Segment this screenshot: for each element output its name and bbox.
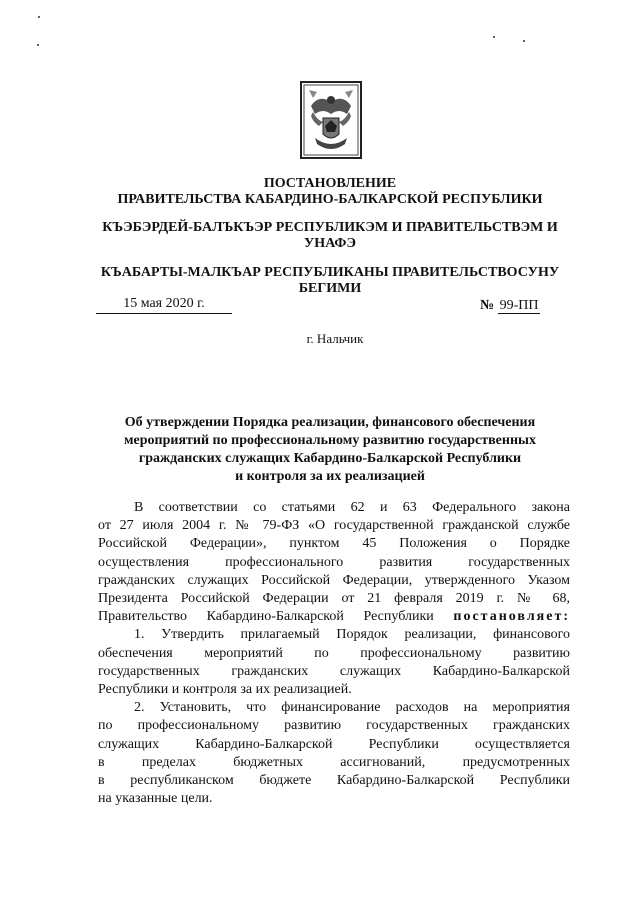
scan-speck bbox=[38, 16, 40, 18]
coat-of-arms-emblem bbox=[299, 80, 363, 160]
document-header-balkar bbox=[60, 265, 600, 297]
body-line: Российской Федерации», пунктом 45 Положения о Порядке bbox=[98, 536, 570, 552]
resolve-keyword: постановляет: bbox=[453, 609, 570, 625]
header-doc-type: ПОСТАНОВЛЕНИЕ bbox=[263, 176, 397, 191]
document-body bbox=[98, 499, 570, 808]
body-line: Республики и контроля за их реализацией. bbox=[98, 682, 352, 698]
header-balkar-line1: КЪАБАРТЫ-МАЛКЪАР РЕСПУБЛИКАНЫ ПРАВИТЕЛЬСТВОСУНУ bbox=[100, 265, 560, 280]
body-line: государственных гражданских служащих Кабардино-Балкарской bbox=[98, 663, 570, 679]
body-line: обеспечения мероприятий по профессиональному развитию bbox=[98, 645, 570, 661]
header-balkar-line2: БЕГИМИ bbox=[298, 281, 362, 296]
document-header bbox=[60, 176, 600, 208]
header-kabardian-line1: КЪЭБЭРДЕЙ-БАЛЪКЪЭР РЕСПУБЛИКЭМ И ПРАВИТЕЛЬСТВЭМ И bbox=[102, 220, 558, 235]
scan-speck bbox=[523, 40, 525, 42]
body-line: В соответствии со статьями 62 и 63 Федерального закона bbox=[134, 500, 570, 515]
title-line: мероприятий по профессиональному развитию государственных bbox=[124, 433, 536, 448]
title-line: Об утверждении Порядка реализации, финансового обеспечения bbox=[124, 415, 536, 430]
body-line: в пределах бюджетных ассигнований, предусмотренных bbox=[98, 754, 570, 770]
body-line: от 27 июля 2004 г. № 79-ФЗ «О государственной гражданской службе bbox=[98, 518, 570, 534]
body-line: по профессиональному развитию государственных гражданских bbox=[98, 718, 570, 734]
scan-speck bbox=[37, 44, 39, 46]
body-line: в республиканском бюджете Кабардино-Балкарской Республики bbox=[98, 773, 570, 789]
resolve-prefix: Правительство Кабардино-Балкарской Республики bbox=[98, 609, 454, 625]
scan-speck bbox=[493, 36, 495, 38]
document-title bbox=[100, 414, 560, 486]
body-line: Президента Российской Федерации от 21 февраля 2019 г. № 68, bbox=[98, 591, 570, 607]
body-line: гражданских служащих Российской Федерации, утвержденного Указом bbox=[98, 572, 570, 588]
body-line-resolve bbox=[98, 608, 570, 626]
body-line: осуществления профессионального развития государственных bbox=[98, 554, 570, 570]
document-header-kabardian bbox=[60, 220, 600, 252]
header-kabardian-line2: УНАФЭ bbox=[304, 236, 356, 251]
number-sign: № bbox=[480, 298, 495, 313]
document-number bbox=[480, 298, 540, 314]
body-line: служащих Кабардино-Балкарской Республики осуществляется bbox=[98, 736, 570, 752]
body-line: 2. Установить, что финансирование расходов на мероприятия bbox=[134, 700, 570, 716]
body-line: 1. Утвердить прилагаемый Порядок реализации, финансового bbox=[134, 627, 570, 643]
header-issuer: ПРАВИТЕЛЬСТВА КАБАРДИНО-БАЛКАРСКОЙ РЕСПУБЛИКИ bbox=[117, 192, 543, 207]
body-line: на указанные цели. bbox=[98, 791, 213, 807]
document-date: 15 мая 2020 г. bbox=[96, 296, 232, 314]
number-value: 99-ПП bbox=[499, 298, 539, 313]
document-city: г. Нальчик bbox=[306, 331, 364, 346]
title-line: и контроля за их реализацией bbox=[235, 469, 425, 484]
title-line: гражданских служащих Кабардино-Балкарской Республики bbox=[138, 451, 522, 466]
